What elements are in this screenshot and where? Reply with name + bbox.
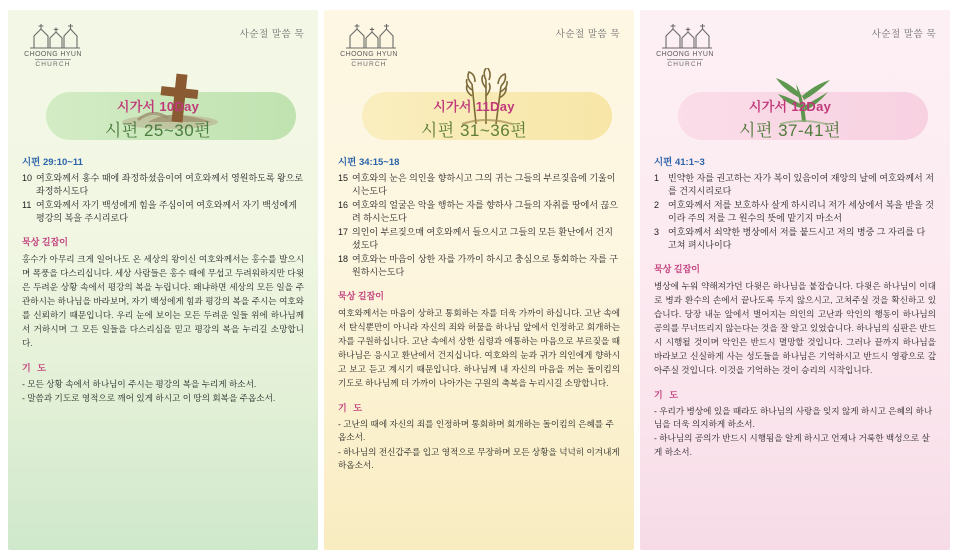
meditation-body: 병상에 누워 약해져가던 다윗은 하나님을 붙잡습니다. 다윗은 하나님이 이대로 병과 환수의 손에서 끝나도록 두지 않으시고, 고쳐주실 것을 확신하고 있습니다. 당장 내눈 앞에서 벌어지는 의인의 고난과 악인의 행동이 하나님의 공의를 무너뜨리지 않는다는 것을 잘 알고 있었습니다. 하나님의 심판은 반드시 시행될 것이며 악인은 반드시 멸망할 것입니다. 그러나 끝까지 하나님을 바라보고 신실하게 사는 성도들을 하나님은 기억하시고 반드시 영광으로 갚아주실 것입니다. 이것을 기억하는 것이 승리의 시작입니다. (654, 281, 936, 375)
hero-banner (22, 70, 304, 148)
verse-number: 16 (338, 200, 349, 211)
hero-text (22, 96, 294, 141)
series-label: 사순절 말씀 묵 (871, 29, 936, 40)
verse-text: 여호와는 마음이 상한 자를 가까이 하시고 충심으로 통회하는 자를 구원하시는도다 (352, 254, 618, 278)
hero-subtitle: 시편 31~36편 (420, 121, 528, 140)
devotional-card-1 (8, 10, 318, 550)
scripture-reference: 시편 41:1~3 (654, 157, 705, 168)
scripture-reference: 시편 29:10~11 (22, 157, 83, 168)
hero-subtitle: 시편 25~30편 (104, 121, 212, 140)
church-icon (24, 20, 82, 50)
verse-item (338, 253, 620, 279)
verse-list (22, 172, 304, 225)
verse-text: 여호와께서 쇠약한 병상에서 저를 붙드시고 저의 병중 그 자리를 다 고쳐 펴시나이다 (668, 227, 926, 251)
verse-text: 의인이 부르짖으매 여호와께서 들으시고 그들의 모든 환난에서 건지셨도다 (352, 227, 613, 251)
verse-item (654, 172, 936, 198)
logo-church-name: CHOONG HYUN (340, 51, 398, 58)
verse-item (22, 172, 304, 198)
prayer-line: - 모든 상황 속에서 하나님이 주시는 평강의 복을 누리게 하소서. (22, 378, 257, 389)
church-icon (656, 20, 714, 50)
verse-number: 2 (654, 200, 660, 211)
verse-number: 3 (654, 227, 660, 238)
church-icon (340, 20, 398, 50)
prayer-line: - 말씀과 기도로 영적으로 깨어 있게 하시고 이 땅의 회복을 주옵소서. (22, 392, 276, 403)
verse-text: 여호와의 얼굴은 악을 행하는 자를 향하사 그들의 자취를 땅에서 끊으려 하시는도다 (352, 200, 618, 224)
prayer-heading: 기 도 (654, 389, 680, 400)
meditation-heading: 묵상 길잡이 (22, 237, 68, 248)
hero-title: 시가서 11Day (433, 99, 515, 114)
logo-church-sub: CHURCH (351, 61, 387, 68)
meditation-heading: 묵상 길잡이 (654, 264, 700, 275)
series-label: 사순절 말씀 묵 (239, 29, 304, 40)
hero-subtitle: 시편 37-41편 (739, 121, 841, 140)
series-label: 사순절 말씀 묵 (555, 29, 620, 40)
logo-church-sub: CHURCH (667, 61, 703, 68)
verse-item (654, 199, 936, 225)
prayer-line: - 하나님의 전신갑주를 입고 영적으로 무장하며 모든 상황을 넉넉히 이겨내게 하옵소서. (338, 446, 620, 470)
verse-item (338, 199, 620, 225)
logo-church-name: CHOONG HYUN (24, 51, 82, 58)
church-logo (18, 20, 88, 68)
hero-text (654, 96, 926, 141)
verse-text: 여호와께서 홍수 때에 좌정하셨음이여 여호와께서 영원하도록 왕으로 좌정하시도다 (36, 173, 304, 197)
verse-item (654, 226, 936, 252)
prayer-line: - 고난의 때에 자신의 죄를 인정하며 통회하며 회개하는 돌이킴의 은혜를 주옵소서. (338, 418, 614, 443)
hero-text (338, 96, 610, 141)
verse-text: 여호와께서 자기 백성에게 힘을 주심이여 여호와께서 자기 백성에게 평강의 복을 주시리로다 (36, 200, 297, 224)
prayer-heading: 기 도 (22, 362, 48, 373)
verse-number: 15 (338, 173, 349, 183)
scripture-reference: 시편 34:15~18 (338, 157, 400, 168)
meditation-body: 여호와께서는 마음이 상하고 통회하는 자를 더욱 가까이 하십니다. 고난 속에서 탄식뿐만이 아니라 자신의 죄와 허물을 하나님 앞에서 인정하고 회개하는 자를 구원하십니다. 고난 속에서 상한 심령과 애통하는 마음으로 부르짖을 때 하나님은 응시고 환난에서 건지십니다. 여호와의 눈과 귀가 의인에게 향하시고 보고 듣고 계시기 때문입니다. 하나님께 내 자신의 마음을 꺼는 돌이킴의 기도로 하나님께 더 가까이 나아가는 구원의 축복을 누리시길 소망합니다. (338, 308, 620, 388)
verse-item (22, 199, 304, 225)
verse-text: 빈약한 자를 권고하는 자가 복이 있음이여 재앙의 날에 여호와께서 저를 건지시리로다 (668, 173, 934, 197)
hero-banner (654, 70, 936, 148)
hero-banner (338, 70, 620, 148)
verse-text: 여호와께서 저를 보호하사 살게 하시리니 저가 세상에서 복을 받을 것이라 주의 저를 그 원수의 뜻에 맡기지 마소서 (668, 200, 934, 224)
prayer-heading: 기 도 (338, 402, 364, 413)
logo-church-sub: CHURCH (35, 61, 71, 68)
verse-number: 18 (338, 254, 349, 265)
verse-number: 10 (22, 173, 33, 183)
verse-item (338, 172, 620, 198)
devotional-card-2 (324, 10, 634, 550)
verse-number: 1 (654, 173, 660, 183)
verse-number: 17 (338, 227, 349, 238)
hero-title: 시가서 12Day (748, 99, 832, 114)
prayer-line: - 하나님의 공의가 반드시 시행됨을 알게 하시고 언제나 거룩한 백성으로 살게 하소서. (654, 433, 930, 457)
church-logo (334, 20, 404, 68)
verse-text: 여호와의 눈은 의인을 향하시고 그의 귀는 그들의 부르짖음에 기울이시는도다 (352, 173, 616, 197)
devotional-card-3 (640, 10, 950, 550)
meditation-body: 홍수가 아무리 크게 일어나도 온 세상의 왕이신 여호와께서는 홍수를 발으시며 폭풍을 다스리십니다. 세상 사람들은 홍수 때에 무섭고 두려워하지만 다윗은 두려운 상황 속에서 평강의 복을 누립니다. 왜냐하면 세상의 모든 일을 주관하시는 하나님을 바라보며, 자기 백성에게 힘과 평강의 복을 주시는 여호와를 신뢰하기 때문입니다. 우리 눈에 보이는 모든 두려운 일들 위에 하나님께서 거하시며 그 모든 일들을 다스리심을 믿고 평강의 복을 누리길 소망합니다. (22, 254, 304, 348)
verse-list (338, 172, 620, 279)
church-logo (650, 20, 720, 68)
verse-number: 11 (22, 200, 32, 211)
logo-church-name: CHOONG HYUN (656, 51, 714, 58)
prayer-line: - 우리가 병상에 있을 때라도 하나님의 사랑을 잊지 않게 하시고 은혜의 하나님을 더욱 의지하게 하소서. (654, 405, 933, 430)
hero-title: 시가서 10Day (116, 99, 200, 114)
verse-item (338, 226, 620, 252)
meditation-heading: 묵상 길잡이 (338, 291, 384, 302)
verse-list (654, 172, 936, 252)
